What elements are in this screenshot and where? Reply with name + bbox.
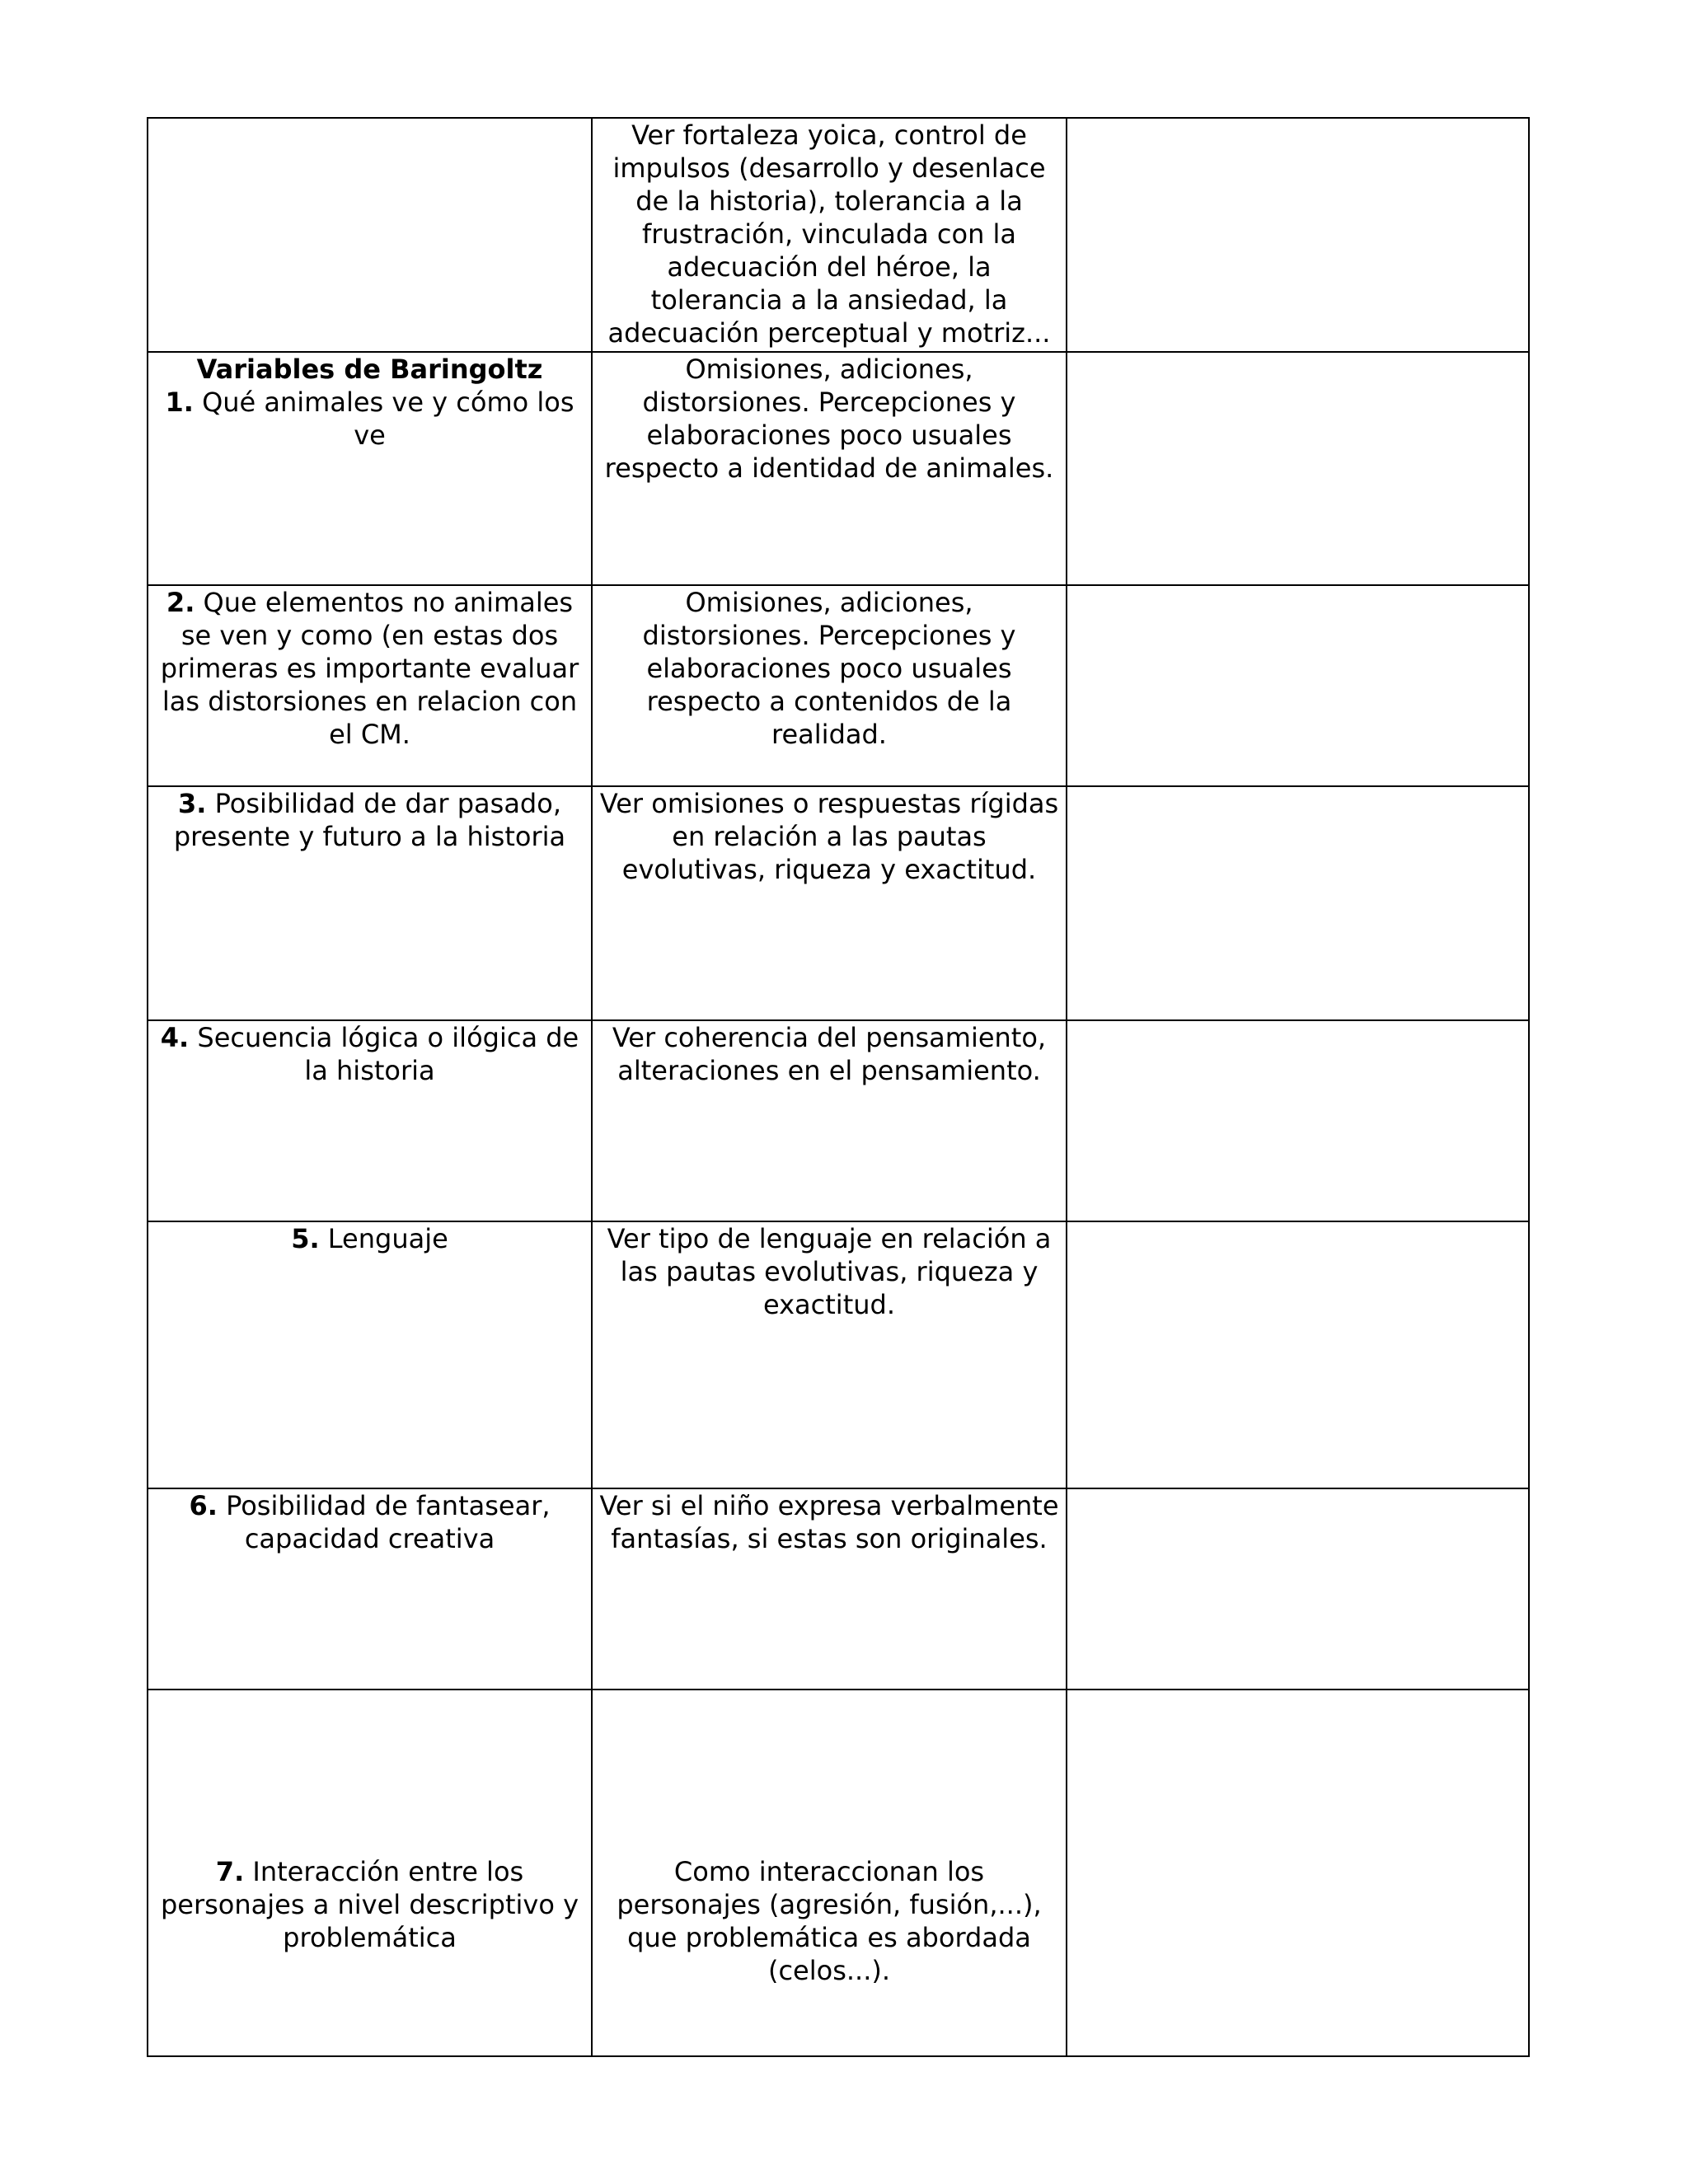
item-number: 6.	[189, 1490, 218, 1521]
cell-text: Qué animales ve y cómo los ve	[193, 387, 574, 451]
cell-text: Secuencia lógica o ilógica de la historia	[189, 1022, 579, 1086]
item-number: 5.	[291, 1223, 320, 1254]
cell-text: Posibilidad de dar pasado, presente y futuro a la historia	[173, 788, 566, 852]
variables-table	[147, 117, 1530, 2057]
table-row	[148, 1221, 1529, 1488]
notes-cell	[1067, 1690, 1529, 2056]
cell-text: Omisiones, adiciones, distorsiones. Percepciones y elaboraciones poco usuales respecto a contenidos de la realidad.	[642, 587, 1016, 750]
interpretation-cell	[592, 1020, 1067, 1221]
interpretation-cell	[592, 1690, 1067, 2056]
variable-cell	[148, 1020, 592, 1221]
table-row	[148, 1488, 1529, 1690]
cell-text: Ver coherencia del pensamiento, alteraciones en el pensamiento.	[612, 1022, 1047, 1086]
interpretation-cell	[592, 118, 1067, 352]
table-row	[148, 118, 1529, 352]
item-number: 4.	[160, 1022, 190, 1053]
interpretation-cell	[592, 786, 1067, 1020]
interpretation-cell	[592, 1221, 1067, 1488]
cell-text: Omisiones, adiciones, distorsiones. Percepciones y elaboraciones poco usuales respecto a identidad de animales.	[604, 354, 1054, 484]
notes-cell	[1067, 585, 1529, 786]
cell-text: Interacción entre los personajes a nivel descriptivo y problemática	[160, 1856, 579, 1953]
table-row	[148, 352, 1529, 585]
cell-text: Ver fortaleza yoica, control de impulsos (desarrollo y desenlace de la historia), tolerancia a la frustración, vinculada con la adecuación del héroe, la tolerancia a la ansiedad, la adecuación perceptual y motriz...	[607, 120, 1051, 349]
variable-cell	[148, 352, 592, 585]
cell-text: Lenguaje	[319, 1223, 448, 1254]
variable-cell	[148, 118, 592, 352]
variable-cell	[148, 1690, 592, 2056]
item-number: 7.	[215, 1856, 245, 1887]
notes-cell	[1067, 352, 1529, 585]
cell-text: Posibilidad de fantasear, capacidad creativa	[217, 1490, 551, 1554]
cell-text: Ver tipo de lenguaje en relación a las pautas evolutivas, riqueza y exactitud.	[607, 1223, 1052, 1320]
table-row	[148, 1690, 1529, 2056]
item-number: 2.	[166, 587, 195, 618]
notes-cell	[1067, 1488, 1529, 1690]
notes-cell	[1067, 118, 1529, 352]
notes-cell	[1067, 786, 1529, 1020]
notes-cell	[1067, 1221, 1529, 1488]
notes-cell	[1067, 1020, 1529, 1221]
variable-cell	[148, 786, 592, 1020]
item-number: 1.	[165, 387, 194, 418]
table-row	[148, 585, 1529, 786]
interpretation-cell	[592, 352, 1067, 585]
variable-cell	[148, 1221, 592, 1488]
item-number: 3.	[178, 788, 207, 819]
variable-cell	[148, 585, 592, 786]
interpretation-cell	[592, 585, 1067, 786]
section-heading: Variables de Baringoltz	[196, 354, 543, 385]
interpretation-cell	[592, 1488, 1067, 1690]
table-row	[148, 1020, 1529, 1221]
cell-text: Ver si el niño expresa verbalmente fantasías, si estas son originales.	[599, 1490, 1059, 1554]
cell-text: Ver omisiones o respuestas rígidas en relación a las pautas evolutivas, riqueza y exactitud.	[599, 788, 1059, 885]
variable-cell	[148, 1488, 592, 1690]
cell-text: Como interaccionan los personajes (agresión, fusión,...), que problemática es abordada (celos...).	[617, 1856, 1042, 1986]
cell-text: Que elementos no animales se ven y como (en estas dos primeras es importante evaluar las distorsiones en relacion con el CM.	[160, 587, 579, 750]
table-row	[148, 786, 1529, 1020]
